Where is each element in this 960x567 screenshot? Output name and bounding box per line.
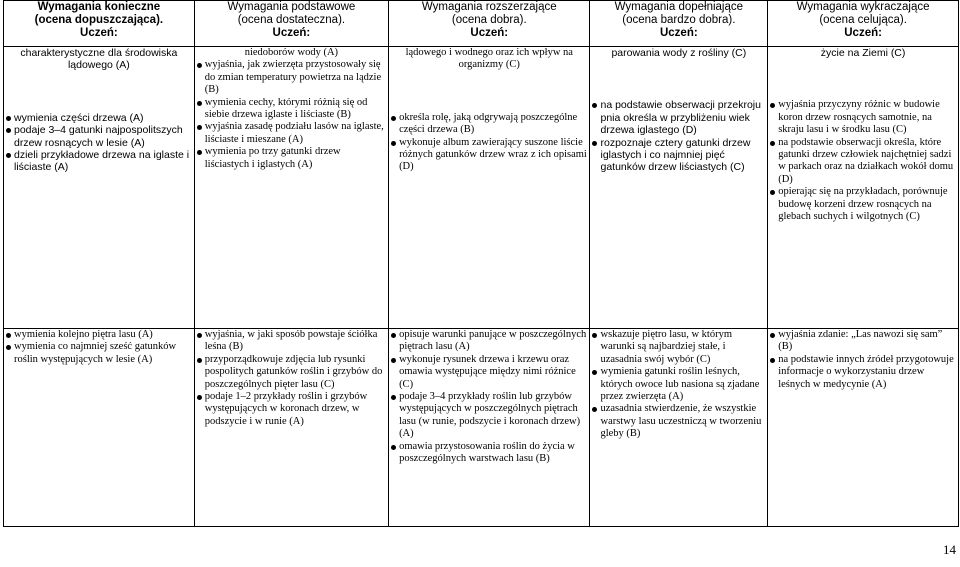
header-col-1 <box>4 1 195 47</box>
list-item: wyjaśnia, jak zwierzęta przystosowały się do zmian temperatury powietrza na lądzie (B) <box>197 59 386 96</box>
header-col-4 <box>590 1 768 47</box>
header-uczen: Uczeń: <box>470 27 509 39</box>
requirement-list <box>770 99 956 223</box>
cell-r1-c1 <box>4 47 195 329</box>
list-item: podaje 3–4 przykłady roślin lub grzybów występujących w poszczególnych piętrach lasu (w runie, podszycie i koronach drzew) (A) <box>391 391 587 441</box>
header-subtitle: (ocena dopuszczająca). <box>34 14 164 26</box>
list-item: określa rolę, jaką odgrywają poszczególne części drzewa (B) <box>391 112 587 137</box>
list-item: wykonuje rysunek drzewa i krzewu oraz omawia występujące między nimi różnice (C) <box>391 354 587 391</box>
header-subtitle: (ocena bardzo dobra). <box>622 14 736 26</box>
header-col-3 <box>389 1 590 47</box>
list-item: opisuje warunki panujące w poszczególnych piętrach lasu (A) <box>391 329 587 354</box>
list-item: wymienia kolejno piętra lasu (A) <box>6 329 192 341</box>
list-item: na podstawie obserwacji określa, które gatunki drzew człowiek najchętniej sadzi w parkach oraz na działkach wokół domu (D) <box>770 137 956 187</box>
continued-text: parowania wody z rośliny (C) <box>611 47 747 59</box>
requirements-table <box>3 0 959 527</box>
continued-text: życie na Ziemi (C) <box>820 47 906 59</box>
list-item: wymienia gatunki roślin leśnych, których owoce lub nasiona są zjadane przez zwierzęta (A) <box>592 366 765 403</box>
header-title: Wymagania podstawowe <box>227 1 356 13</box>
page-number: 14 <box>943 542 956 557</box>
list-item: wykonuje album zawierający suszone liście różnych gatunków drzew wraz z ich opisami (D) <box>391 137 587 174</box>
list-item: wymienia części drzewa (A) <box>6 112 192 124</box>
list-item: wyjaśnia zdanie: „Las nawozi się sam” (B) <box>770 329 956 354</box>
header-row <box>4 1 959 47</box>
list-item: na podstawie innych źródeł przygotowuje informacje o wykorzystaniu drzew leśnych w medycynie (A) <box>770 354 956 391</box>
header-subtitle: (ocena dostateczna). <box>237 14 346 26</box>
requirement-list <box>197 59 386 171</box>
requirement-list <box>6 329 192 366</box>
cell-r2-c1 <box>4 329 195 527</box>
continued-text: niedoborów wody (A) <box>244 47 339 58</box>
header-uczen: Uczeń: <box>844 27 882 39</box>
list-item: przyporządkowuje zdjęcia lub rysunki pospolitych gatunków roślin i grzybów do poszczególnych pięter lasu (C) <box>197 354 386 391</box>
list-item: wskazuje piętro lasu, w którym warunki są najbardziej stałe, i uzasadnia swój wybór (C) <box>592 329 765 366</box>
list-item: rozpoznaje cztery gatunki drzew iglastych i co najmniej pięć gatunków drzew liściastych (C) <box>592 137 765 174</box>
list-item: podaje 1–2 przykłady roślin i grzybów występujących w koronach drzew, w podszycie i w runie (A) <box>197 391 386 428</box>
cell-r1-c2 <box>194 47 388 329</box>
content-row-trees <box>4 47 959 329</box>
continued-text: charakterystyczne dla środowiska lądowego (A) <box>20 47 178 72</box>
list-item: wyjaśnia, w jaki sposób powstaje ściółka leśna (B) <box>197 329 386 354</box>
cell-r2-c3 <box>389 329 590 527</box>
cell-r2-c5 <box>768 329 959 527</box>
list-item: uzasadnia stwierdzenie, że wszystkie warstwy lasu uczestniczą w tworzeniu gleby (B) <box>592 403 765 440</box>
list-item: podaje 3–4 gatunki najpospolitszych drzew rosnących w lesie (A) <box>6 124 192 149</box>
header-title: Wymagania wykraczające <box>796 1 930 13</box>
requirement-list <box>770 329 956 391</box>
list-item: opierając się na przykładach, porównuje budowę korzeni drzew rosnących na glebach suchych i wilgotnych (C) <box>770 186 956 223</box>
requirement-list <box>391 112 587 174</box>
cell-r2-c2 <box>194 329 388 527</box>
header-subtitle: (ocena celująca). <box>819 14 907 26</box>
content-row-forest <box>4 329 959 527</box>
list-item: wyjaśnia przyczyny różnic w budowie koron drzew rosnących samotnie, na skraju lasu i w środku lasu (C) <box>770 99 956 136</box>
header-uczen: Uczeń: <box>659 27 698 39</box>
requirement-list <box>592 329 765 441</box>
cell-r1-c5 <box>768 47 959 329</box>
cell-r1-c4 <box>590 47 768 329</box>
header-uczen: Uczeń: <box>272 27 311 39</box>
requirement-list <box>6 112 192 174</box>
list-item: wymienia po trzy gatunki drzew liściastych i iglastych (A) <box>197 146 386 171</box>
requirement-list <box>391 329 587 465</box>
cell-r1-c3 <box>389 47 590 329</box>
list-item: wymienia co najmniej sześć gatunków roślin występujących w lesie (A) <box>6 341 192 366</box>
list-item: wyjaśnia zasadę podziału lasów na iglaste, liściaste i mieszane (A) <box>197 121 386 146</box>
header-col-5 <box>768 1 959 47</box>
header-title: Wymagania rozszerzające <box>421 1 557 13</box>
list-item: wymienia cechy, którymi różnią się od siebie drzewa iglaste i liściaste (B) <box>197 97 386 122</box>
header-title: Wymagania dopełniające <box>614 1 744 13</box>
cell-r2-c4 <box>590 329 768 527</box>
header-subtitle: (ocena dobra). <box>451 14 527 26</box>
list-item: omawia przystosowania roślin do życia w poszczególnych warstwach lasu (B) <box>391 441 587 466</box>
list-item: na podstawie obserwacji przekroju pnia określa w przybliżeniu wiek drzewa iglastego (D) <box>592 99 765 136</box>
requirement-list <box>197 329 386 428</box>
header-uczen: Uczeń: <box>80 27 118 39</box>
list-item: dzieli przykładowe drzewa na iglaste i liściaste (A) <box>6 149 192 174</box>
header-col-2 <box>194 1 388 47</box>
header-title: Wymagania konieczne <box>37 1 161 13</box>
continued-text: lądowego i wodnego oraz ich wpływ na organizmy (C) <box>405 47 573 71</box>
requirement-list <box>592 99 765 173</box>
